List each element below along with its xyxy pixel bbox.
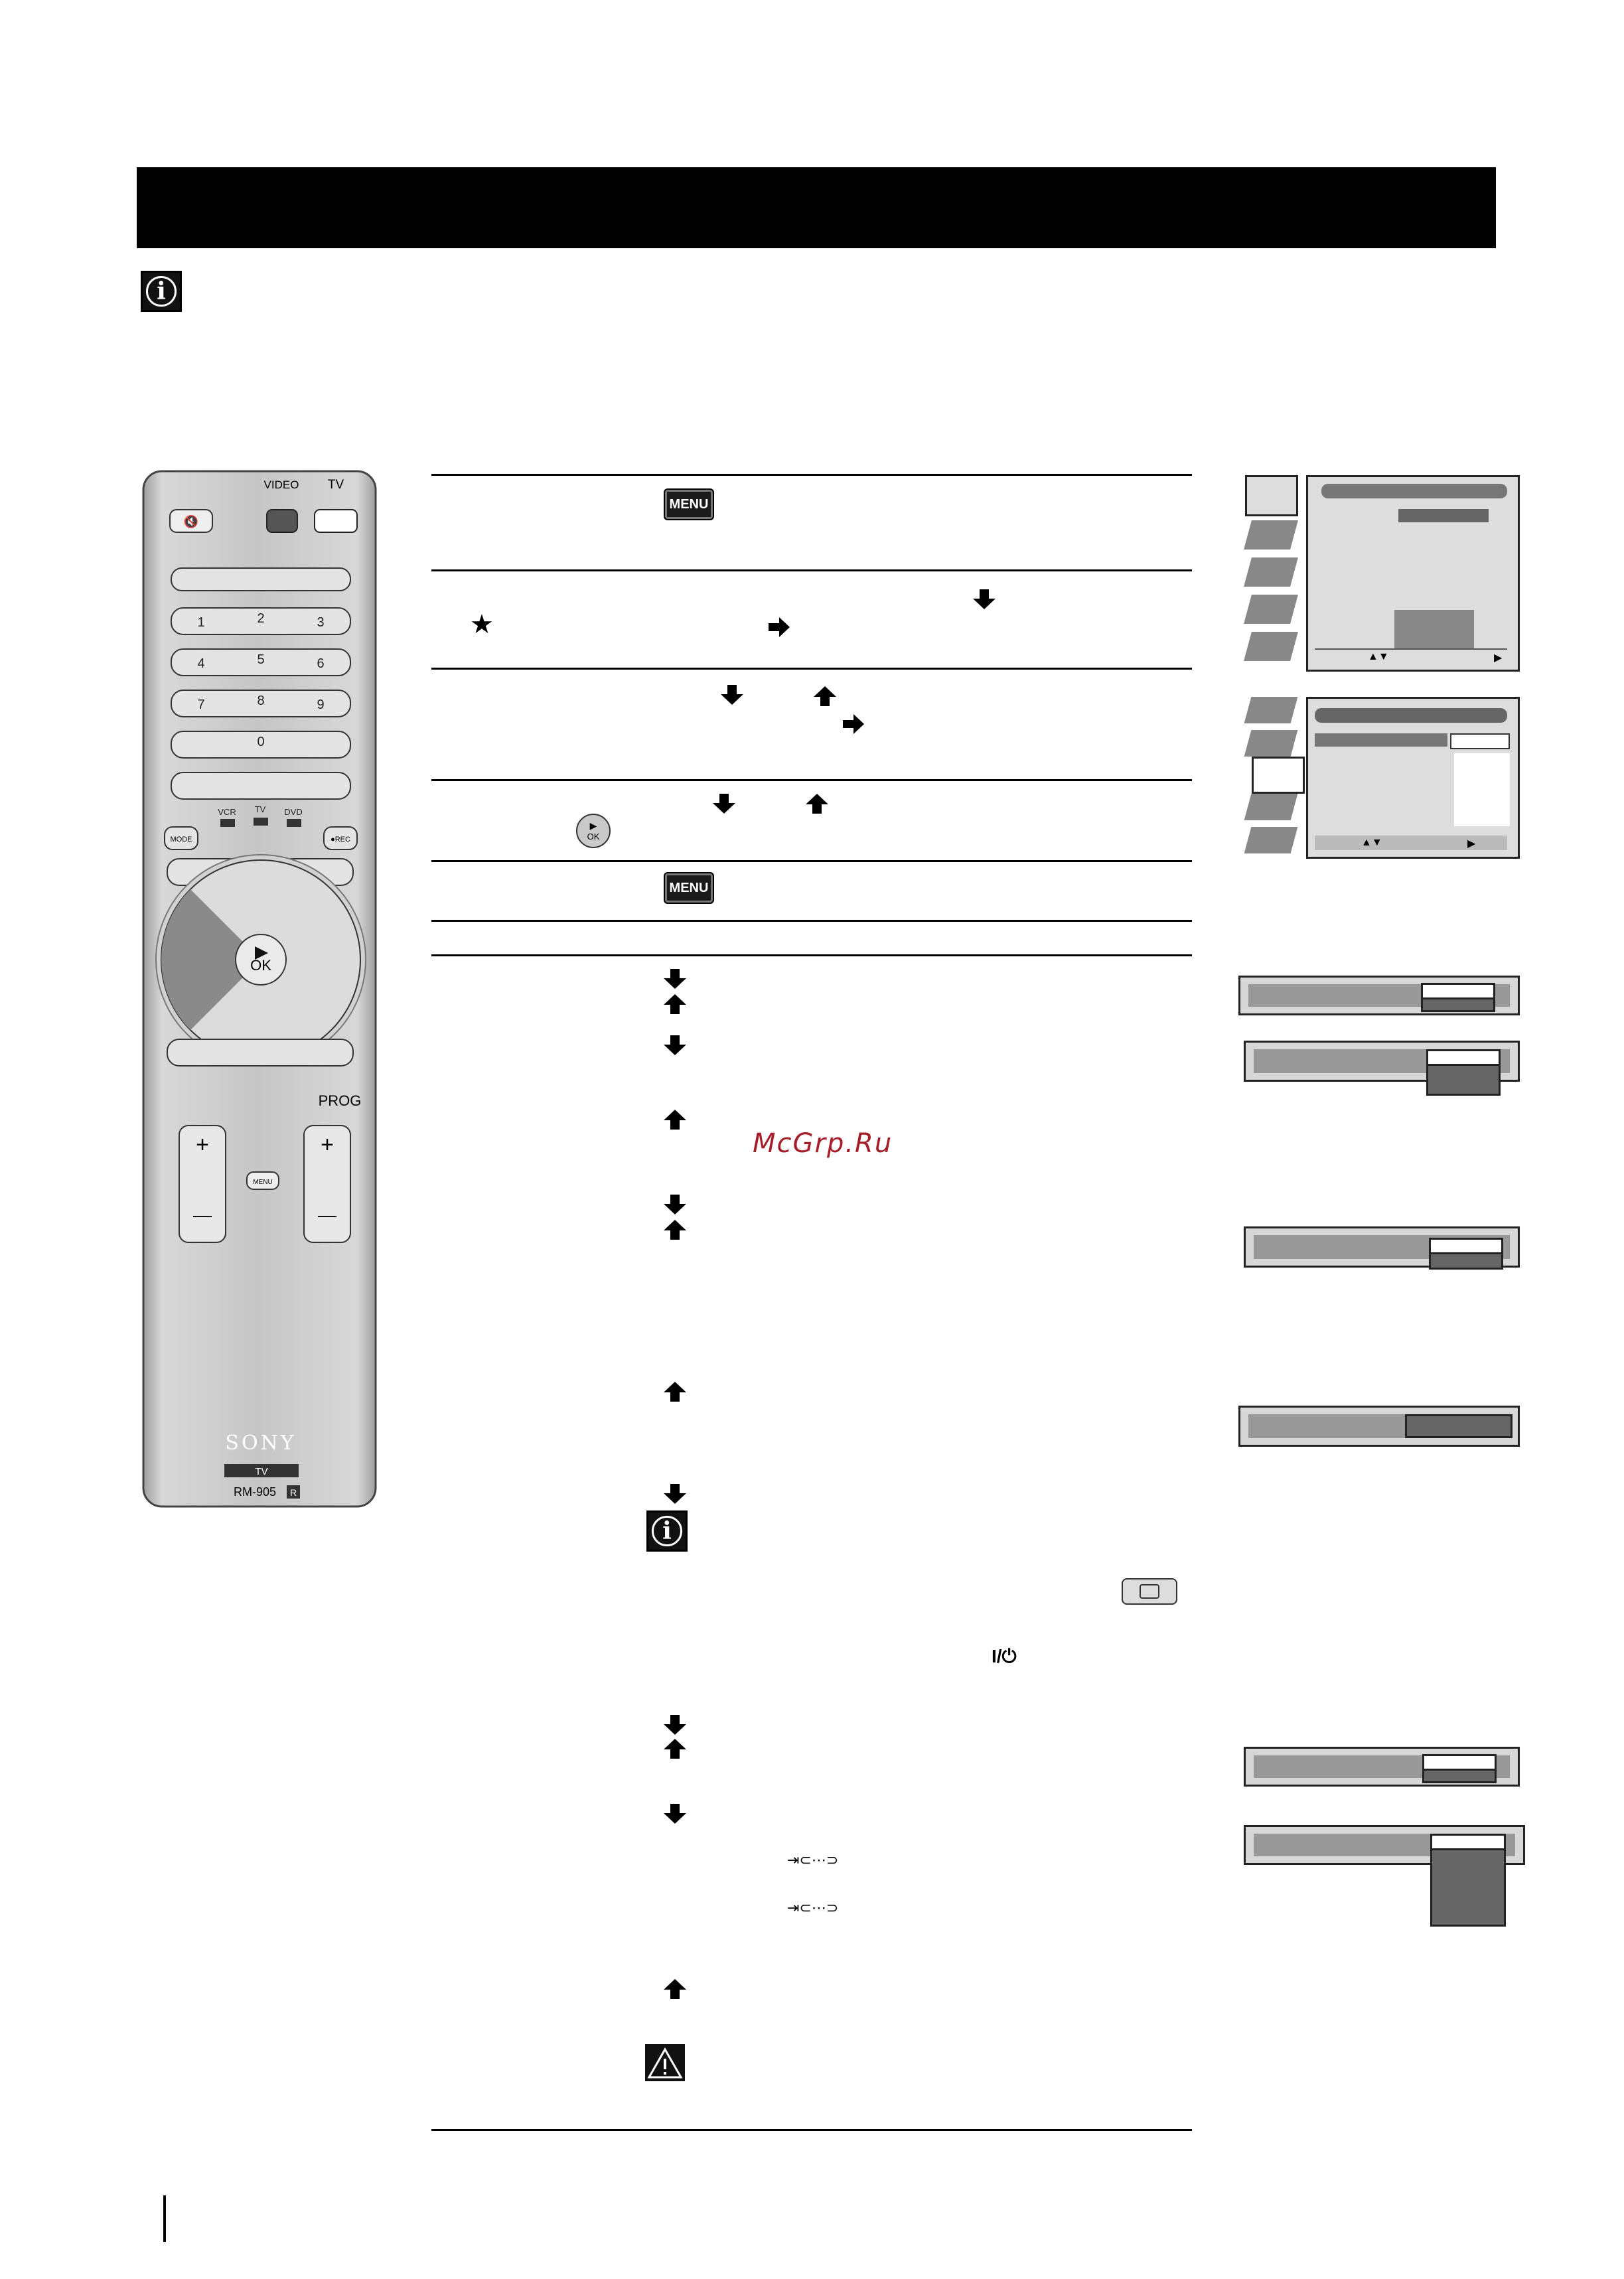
arrow-down-icon bbox=[664, 969, 686, 989]
info-icon: i bbox=[646, 1510, 688, 1552]
key-1: 1 bbox=[197, 615, 205, 630]
power-symbol: I/⏻ bbox=[992, 1646, 1017, 1666]
watermark: McGrp.Ru bbox=[753, 1128, 893, 1159]
arrow-up-icon bbox=[664, 1739, 686, 1759]
page-edge-mark bbox=[163, 2195, 166, 2242]
svg-text:●REC: ●REC bbox=[331, 836, 350, 844]
key-6: 6 bbox=[317, 656, 325, 671]
arrow-up-icon bbox=[664, 1382, 686, 1402]
key-8: 8 bbox=[257, 694, 265, 708]
menu-panel: ▲▼ ▶ bbox=[1306, 475, 1520, 672]
svg-text:MODE: MODE bbox=[170, 836, 192, 844]
arrow-down-icon bbox=[664, 1715, 686, 1735]
title-bar bbox=[137, 167, 1496, 248]
arrow-right-icon bbox=[769, 617, 791, 637]
av-input-icon: ⇥⊂⋯⊃ bbox=[787, 1852, 839, 1868]
svg-text:RM-905: RM-905 bbox=[233, 1485, 277, 1499]
rule bbox=[431, 474, 1192, 476]
teletext-key-icon bbox=[1122, 1578, 1177, 1605]
info-icon: i bbox=[141, 271, 182, 312]
preset-star-icon: ★ bbox=[470, 610, 494, 639]
arrow-down-icon bbox=[664, 1035, 686, 1055]
list-tab-icon bbox=[1244, 632, 1298, 661]
rule bbox=[431, 860, 1192, 862]
svg-text:PROG: PROG bbox=[318, 1092, 362, 1109]
option-bar bbox=[1244, 1226, 1520, 1268]
tv-power-button bbox=[315, 510, 357, 532]
menu-key-icon: MENU bbox=[664, 872, 714, 904]
sound-tab-icon bbox=[1244, 520, 1298, 550]
rule bbox=[431, 569, 1192, 571]
svg-text:MENU: MENU bbox=[253, 1179, 273, 1186]
arrow-up-icon bbox=[806, 794, 828, 814]
arrow-down-icon bbox=[664, 1484, 686, 1504]
ok-label: OK bbox=[250, 957, 271, 974]
preset-tab-icon bbox=[1252, 757, 1305, 794]
arrow-up-icon bbox=[664, 994, 686, 1014]
key-0: 0 bbox=[257, 735, 265, 749]
option-bar bbox=[1244, 1747, 1520, 1787]
arrow-down-icon bbox=[664, 1804, 686, 1824]
svg-text:SONY: SONY bbox=[225, 1432, 297, 1455]
arrow-up-icon bbox=[664, 1220, 686, 1240]
rule bbox=[431, 2129, 1192, 2131]
svg-text:TV: TV bbox=[254, 804, 266, 814]
rule bbox=[431, 920, 1192, 922]
rule bbox=[431, 668, 1192, 670]
svg-text:R: R bbox=[289, 1487, 297, 1498]
arrow-down-icon bbox=[721, 685, 743, 705]
svg-text:+: + bbox=[321, 1132, 334, 1157]
rule bbox=[431, 954, 1192, 956]
menu-key-icon: MENU bbox=[664, 488, 714, 520]
tv-label: TV bbox=[327, 478, 344, 492]
arrow-down-icon bbox=[664, 1195, 686, 1214]
features-tab-icon bbox=[1244, 557, 1298, 587]
arrow-right-icon bbox=[843, 714, 865, 734]
key-9: 9 bbox=[317, 698, 325, 712]
av-input-icon: ⇥⊂⋯⊃ bbox=[787, 1899, 839, 1916]
key-7: 7 bbox=[197, 698, 205, 712]
option-bar bbox=[1238, 976, 1520, 1015]
setup-tab-icon bbox=[1244, 595, 1298, 624]
svg-text:—: — bbox=[193, 1205, 212, 1225]
arrow-up-icon bbox=[664, 1979, 686, 1999]
svg-text:—: — bbox=[318, 1205, 336, 1225]
rule bbox=[431, 779, 1192, 781]
video-label: VIDEO bbox=[263, 478, 299, 491]
key-2: 2 bbox=[257, 611, 265, 626]
remote-control bbox=[141, 469, 378, 1510]
arrow-down-icon bbox=[973, 589, 996, 609]
video-power-button bbox=[267, 510, 297, 532]
option-bar bbox=[1244, 1041, 1520, 1082]
picture-tab-icon bbox=[1245, 475, 1298, 516]
arrow-up-icon bbox=[664, 1110, 686, 1130]
arrow-up-icon bbox=[814, 686, 836, 706]
menu-screen-preset: ▲▼ ▶ bbox=[1245, 697, 1520, 856]
option-bar bbox=[1238, 1406, 1520, 1447]
svg-text:🔇: 🔇 bbox=[183, 515, 199, 528]
key-4: 4 bbox=[197, 656, 205, 671]
key-3: 3 bbox=[317, 615, 325, 630]
menu-screen-picture bbox=[1245, 475, 1520, 669]
svg-text:+: + bbox=[196, 1132, 209, 1157]
arrow-down-icon bbox=[713, 794, 735, 814]
warning-icon bbox=[645, 2044, 685, 2081]
ok-key-icon: ▶ OK bbox=[576, 814, 611, 848]
svg-text:TV: TV bbox=[255, 1466, 268, 1477]
svg-text:VCR: VCR bbox=[218, 807, 236, 817]
option-bar bbox=[1244, 1825, 1525, 1865]
key-5: 5 bbox=[257, 652, 265, 667]
svg-text:DVD: DVD bbox=[284, 807, 303, 817]
